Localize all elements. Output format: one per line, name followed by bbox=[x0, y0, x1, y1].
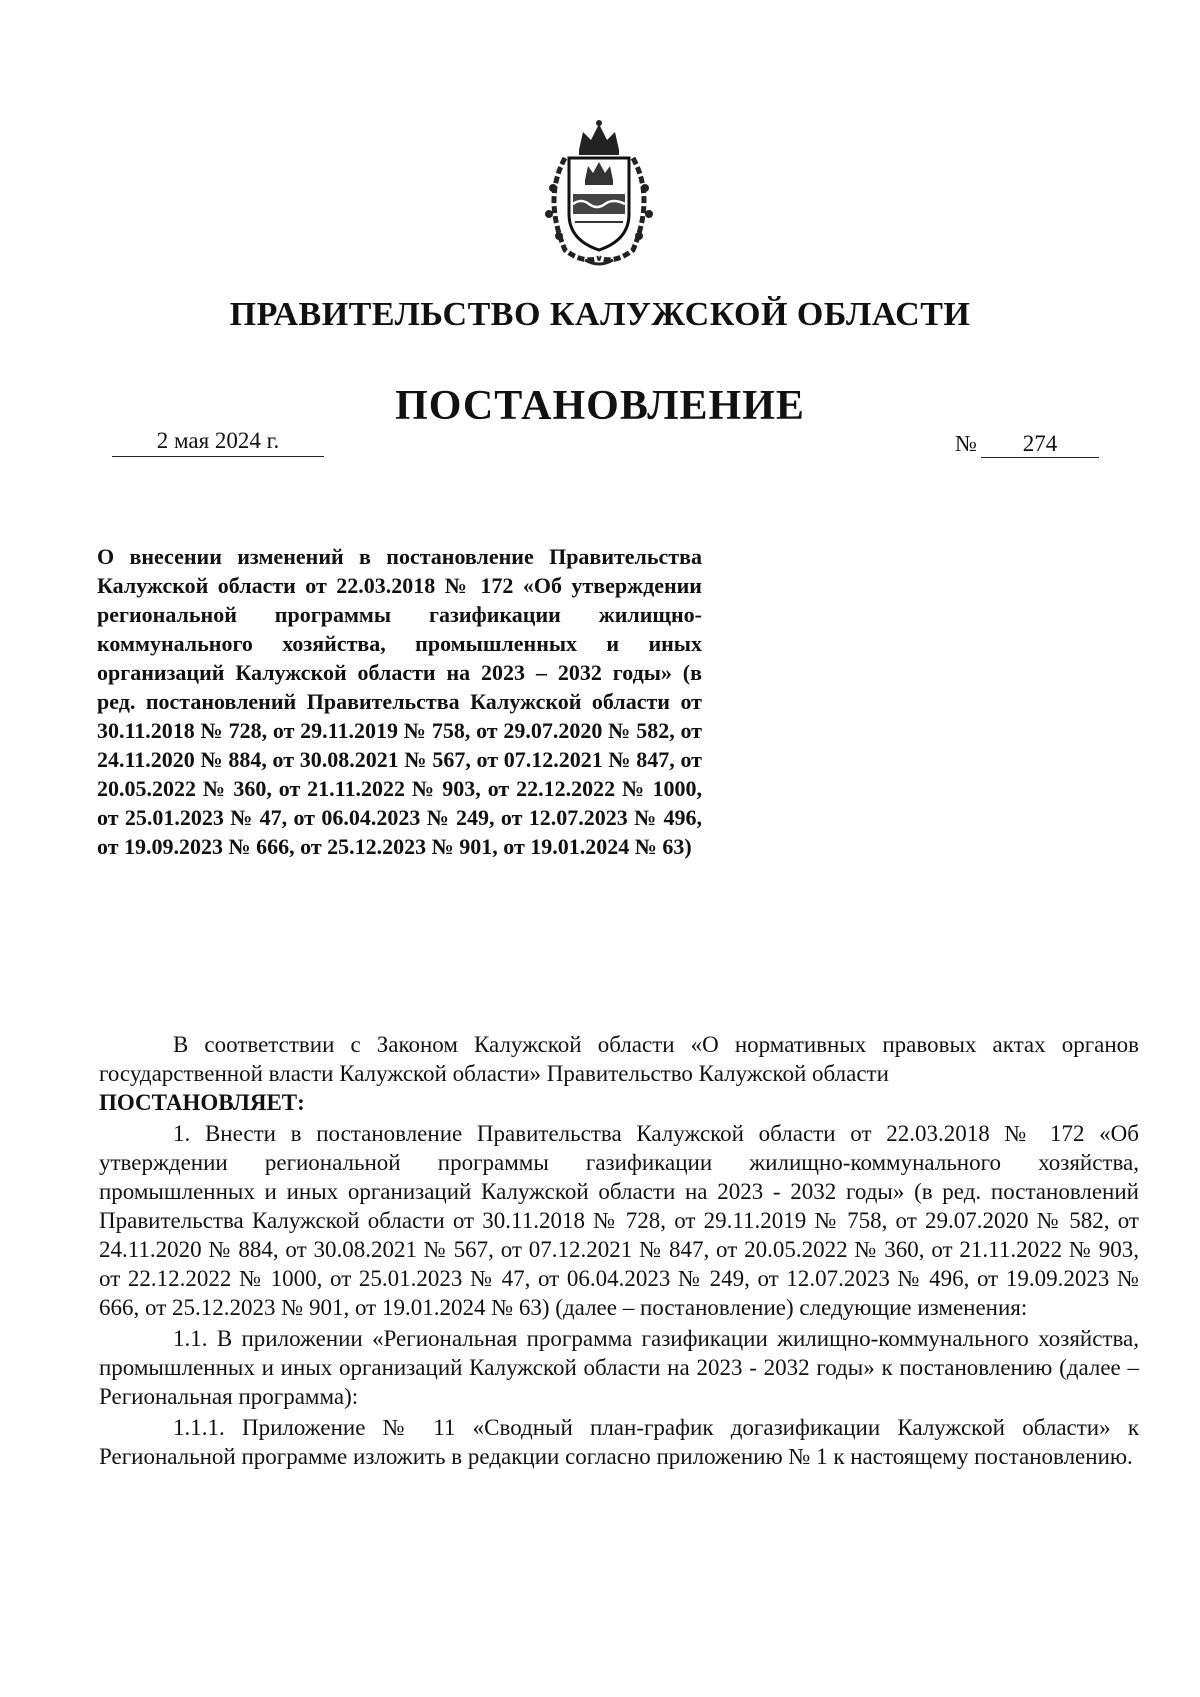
document-body bbox=[99, 1030, 1139, 1471]
number-label: № bbox=[955, 431, 977, 456]
document-number bbox=[955, 431, 1099, 458]
document-date: 2 мая 2024 г. bbox=[112, 428, 324, 457]
preamble-text: В соответствии с Законом Калужской области «О нормативных правовых актах органов государственной власти Калужской области» Правительство Калужской области bbox=[99, 1032, 1139, 1086]
preamble-paragraph bbox=[99, 1030, 1139, 1117]
number-value: 274 bbox=[981, 431, 1099, 458]
document-type: ПОСТАНОВЛЕНИЕ bbox=[395, 383, 805, 429]
item-1: 1. Внести в постановление Правительства Калужской области от 22.03.2018 № 172 «Об утверждении региональной программы газификации жилищно-коммунального хозяйства, промышленных и иных организаций Калужской области на 2023 - 2032 годы» (в ред. постановлений Правительства Калужской области от 30.11.2018 № 728, от 29.11.2019 № 758, от 29.07.2020 № 582, от 24.11.2020 № 884, от 30.08.2021 № 567, от 07.12.2021 № 847, от 20.05.2022 № 360, от 21.11.2022 № 903, от 22.12.2022 № 1000, от 25.01.2023 № 47, от 06.04.2023 № 249, от 12.07.2023 № 496, от 19.09.2023 № 666, от 25.12.2023 № 901, от 19.01.2024 № 63) (далее – постановление) следующие изменения: bbox=[99, 1121, 1139, 1320]
item-1-1-1: 1.1.1. Приложение № 11 «Сводный план-график догазификации Калужской области» к Региональной программе изложить в редакции согласно приложению № 1 к настоящему постановлению. bbox=[99, 1415, 1139, 1469]
document-subject: О внесении изменений в постановление Правительства Калужской области от 22.03.2018 № 172 «Об утверждении региональной программы газификации жилищно-коммунального хозяйства, промышленных и иных организаций Калужской области на 2023 – 2032 годы» (в ред. постановлений Правительства Калужской области от 30.11.2018 № 728, от 29.11.2019 № 758, от 29.07.2020 № 582, от 24.11.2020 № 884, от 30.08.2021 № 567, от 07.12.2021 № 847, от 20.05.2022 № 360, от 21.11.2022 № 903, от 22.12.2022 № 1000, от 25.01.2023 № 47, от 06.04.2023 № 249, от 12.07.2023 № 496, от 19.09.2023 № 666, от 25.12.2023 № 901, от 19.01.2024 № 63) bbox=[97, 544, 702, 859]
decree-word: ПОСТАНОВЛЯЕТ: bbox=[99, 1090, 305, 1115]
kaluga-coat-of-arms-icon bbox=[535, 118, 663, 268]
government-title: ПРАВИТЕЛЬСТВО КАЛУЖСКОЙ ОБЛАСТИ bbox=[229, 296, 971, 333]
item-1-1: 1.1. В приложении «Региональная программа газификации жилищно-коммунального хозяйства, промышленных и иных организаций Калужской области на 2023 - 2032 годы» к постановлению (далее – Региональная программа): bbox=[99, 1326, 1139, 1409]
